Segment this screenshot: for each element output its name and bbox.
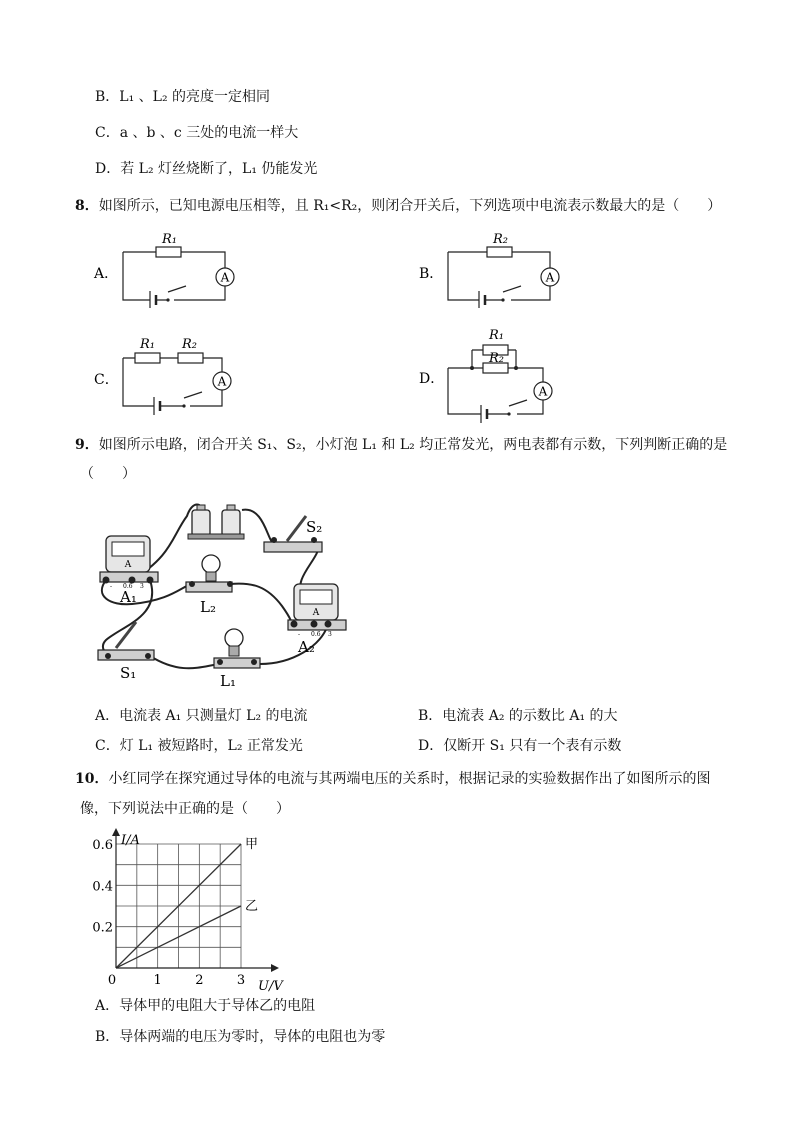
q9-option-a: A．电流表 A₁ 只测量灯 L₂ 的电流	[95, 708, 308, 724]
q8-text: 如图所示，已知电源电压相等，且 R₁<R₂，则闭合开关后，下列选项中电流表示数最大的是（ ）	[98, 198, 722, 214]
q9-label-l2: L₂	[200, 598, 216, 616]
q8-fig-c-ammeter: A	[217, 374, 227, 389]
series-label-2: 乙	[245, 899, 259, 914]
q8-fig-d-label: D．	[419, 371, 445, 387]
q8-fig-d-ammeter: A	[538, 384, 548, 399]
q8-fig-b-resistor-label: R₂	[493, 232, 508, 247]
q9-a2-scale-06: 0.6	[311, 631, 321, 638]
q9-label-a1: A₁	[120, 588, 137, 606]
q10-option-a: A．导体甲的电阻大于导体乙的电阻	[95, 998, 316, 1014]
q9-label-l1: L₁	[220, 672, 236, 690]
q8-figure-b	[415, 228, 575, 308]
x-tick-label: 0	[107, 973, 117, 988]
y-axis-arrow	[112, 828, 120, 836]
q8-figure-d	[415, 322, 575, 426]
series-label-1: 甲	[245, 837, 259, 852]
q10-stem-line2: 像，下列说法中正确的是（ ）	[80, 801, 290, 817]
q8-fig-b-ammeter: A	[545, 270, 555, 285]
q10-number: 10．	[75, 771, 109, 787]
x-tick-label: 2	[195, 973, 204, 988]
q8-number: 8．	[75, 198, 99, 214]
q9-a2-scale-minus: -	[298, 631, 301, 638]
y-tick-label: 0.6	[92, 838, 113, 853]
x-axis-label: U/V	[258, 979, 283, 994]
q9-option-c: C．灯 L₁ 被短路时，L₂ 正常发光	[95, 738, 303, 754]
q9-option-b: B．电流表 A₂ 的示数比 A₁ 的大	[418, 708, 618, 724]
q8-figure-a	[90, 228, 250, 308]
q8-fig-c-label: C．	[94, 372, 119, 388]
q8-fig-c-r1-label: R₁	[140, 337, 155, 352]
q8-fig-a-ammeter: A	[220, 270, 230, 285]
q9-a1-face: A	[124, 560, 132, 570]
q7-option-d: D．若 L₂ 灯丝烧断了，L₁ 仍能发光	[95, 161, 318, 177]
q9-paren: （ ）	[80, 466, 136, 482]
q8-fig-a-label: A．	[94, 266, 119, 282]
q9-a2-face: A	[312, 608, 320, 618]
q8-fig-c-r2-label: R₂	[182, 337, 197, 352]
chart-series	[116, 837, 258, 968]
y-tick-label: 0.4	[92, 879, 113, 895]
q8-stem	[75, 196, 721, 216]
q10-option-b: B．导体两端的电压为零时，导体的电阻也为零	[95, 1029, 386, 1045]
q9-option-d: D．仅断开 S₁ 只有一个表有示数	[418, 738, 622, 754]
q9-stem	[75, 435, 727, 455]
q7-option-c: C．a 、b 、c 三处的电流一样大	[95, 125, 299, 141]
q7-option-b: B．L₁ 、L₂ 的亮度一定相同	[95, 89, 271, 105]
q9-label-s1: S₁	[120, 664, 137, 682]
q10-iu-chart	[88, 828, 288, 998]
q9-circuit-figure	[92, 496, 362, 696]
q8-fig-a-resistor-label: R₁	[162, 232, 177, 247]
q9-a1-scale-3: 3	[140, 583, 144, 590]
x-axis-arrow	[271, 964, 279, 972]
q8-fig-d-r2-label: R₂	[489, 351, 504, 366]
x-tick-label: 1	[153, 973, 162, 988]
q9-a1-scale-06: 0.6	[123, 583, 133, 590]
q9-label-s2: S₂	[306, 518, 323, 536]
q9-label-a2: A₂	[298, 638, 315, 656]
q9-number: 9．	[75, 437, 99, 453]
q10-stem	[75, 769, 710, 789]
q10-text: 小红同学在探究通过导体的电流与其两端电压的关系时，根据记录的实验数据作出了如图所示的图	[108, 771, 711, 787]
x-tick-label: 3	[236, 973, 246, 988]
chart-ticks	[92, 838, 245, 988]
q9-a1-scale-minus: -	[110, 583, 113, 590]
q8-fig-b-label: B．	[419, 266, 444, 282]
y-axis-label: I/A	[121, 833, 140, 848]
y-tick-label: 0.2	[92, 920, 113, 936]
q8-figure-c	[90, 330, 250, 420]
q9-a2-scale-3: 3	[328, 631, 332, 638]
q8-fig-d-r1-label: R₁	[489, 328, 504, 343]
q9-text: 如图所示电路，闭合开关 S₁、S₂，小灯泡 L₁ 和 L₂ 均正常发光，两电表都有示数，下列判断正确的是	[98, 437, 728, 453]
